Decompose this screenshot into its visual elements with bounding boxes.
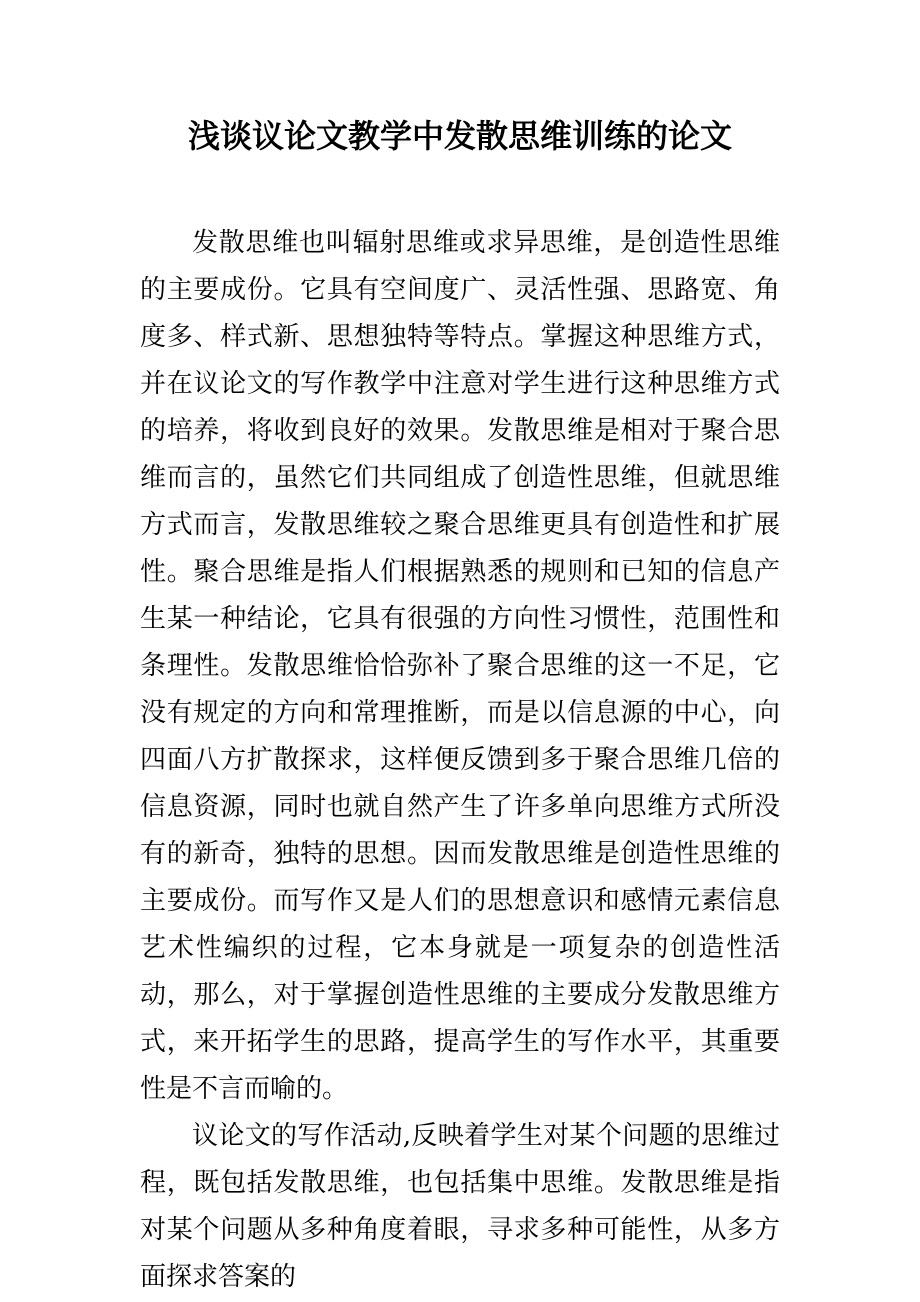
document-title: 浅谈议论文教学中发散思维训练的论文	[187, 117, 732, 155]
paragraph-2: 议论文的写作活动,反映着学生对某个问题的思维过程，既包括发散思维，也包括集中思维。发散思维是指对某个问题从多种角度着眼，寻求多种可能性，从多方面探求答案的	[140, 1121, 780, 1292]
document-body	[140, 220, 780, 1301]
paragraph-1: 发散思维也叫辐射思维或求异思维，是创造性思维的主要成份。它具有空间度广、灵活性强、思路宽、角度多、样式新、思想独特等特点。掌握这种思维方式，并在议论文的写作教学中注意对学生进行这种思维方式的培养，将收到良好的效果。发散思维是相对于聚合思维而言的，虽然它们共同组成了创造性思维，但就思维方式而言，发散思维较之聚合思维更具有创造性和扩展性。聚合思维是指人们根据熟悉的规则和已知的信息产生某一种结论，它具有很强的方向性习惯性，范围性和条理性。发散思维恰恰弥补了聚合思维的这一不足，它没有规定的方向和常理推断，而是以信息源的中心，向四面八方扩散探求，这样便反馈到多于聚合思维几倍的信息资源，同时也就自然产生了许多单向思维方式所没有的新奇，独特的思想。因而发散思维是创造性思维的主要成份。而写作又是人们的思想意识和感情元素信息艺术性编织的过程，它本身就是一项复杂的创造性活动，那么，对于掌握创造性思维的主要成分发散思维方式，来开拓学生的思路，提高学生的写作水平，其重要性是不言而喻的。	[140, 228, 780, 1104]
